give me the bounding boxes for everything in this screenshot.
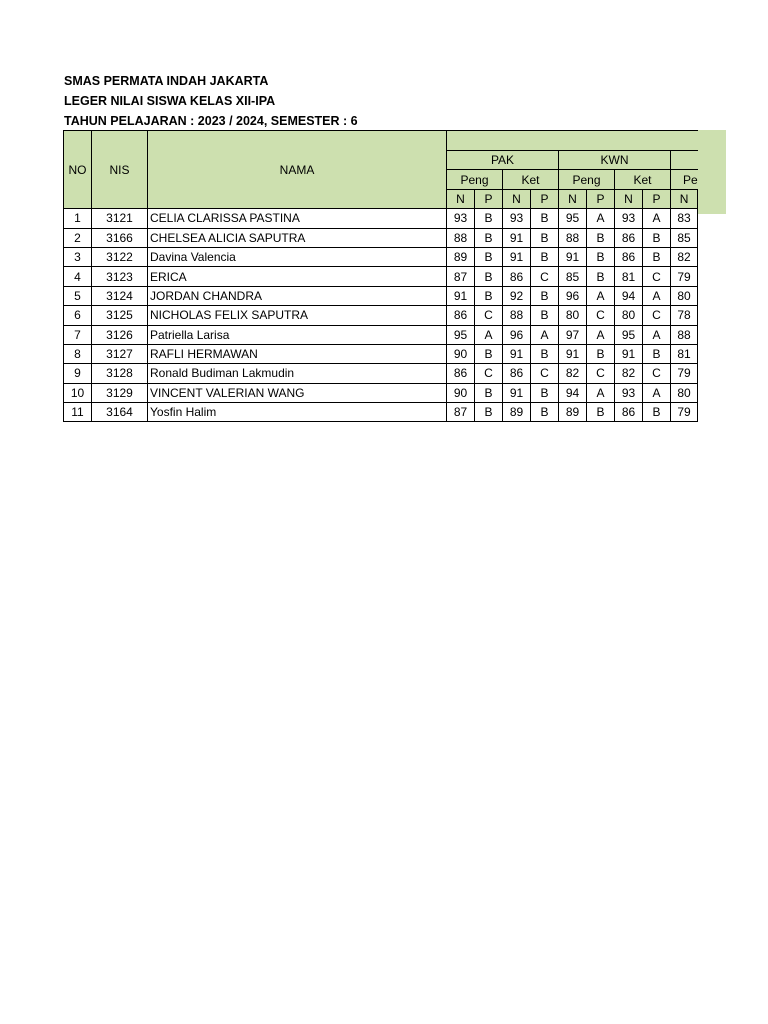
cell-score: B <box>531 403 559 422</box>
cell-score: 82 <box>615 364 643 383</box>
cell-score: 86 <box>447 364 475 383</box>
report-title: LEGER NILAI SISWA KELAS XII-IPA <box>64 94 276 108</box>
table-row <box>64 383 698 402</box>
cell-score: B <box>531 247 559 266</box>
cell-score: 88 <box>671 325 698 344</box>
cell-nis: 3164 <box>92 403 148 422</box>
cell-no: 7 <box>64 325 92 344</box>
cell-score: B <box>531 344 559 363</box>
cell-nis: 3127 <box>92 344 148 363</box>
cell-score: C <box>643 267 671 286</box>
cell-score: B <box>587 403 615 422</box>
cell-nama: CHELSEA ALICIA SAPUTRA <box>148 228 447 247</box>
cell-score: 80 <box>559 306 587 325</box>
cell-score: 93 <box>615 383 643 402</box>
cell-nama: VINCENT VALERIAN WANG <box>148 383 447 402</box>
cell-score: B <box>587 228 615 247</box>
cell-score: 92 <box>503 286 531 305</box>
cell-score: A <box>587 209 615 228</box>
cell-score: B <box>531 306 559 325</box>
cell-score: C <box>531 364 559 383</box>
cell-score: B <box>475 247 503 266</box>
table-row <box>64 306 698 325</box>
cell-score: 94 <box>615 286 643 305</box>
cell-nis: 3166 <box>92 228 148 247</box>
cell-score: 91 <box>559 344 587 363</box>
cell-score: A <box>475 325 503 344</box>
cell-nis: 3124 <box>92 286 148 305</box>
table-row <box>64 344 698 363</box>
cell-nis: 3123 <box>92 267 148 286</box>
cell-score: B <box>475 209 503 228</box>
cell-score: 86 <box>615 403 643 422</box>
cell-score: 85 <box>671 228 698 247</box>
cell-score: 91 <box>503 383 531 402</box>
kwn-ket-header: Ket <box>615 170 671 189</box>
subject-header-next <box>671 151 698 170</box>
cell-score: 89 <box>447 247 475 266</box>
cell-score: A <box>587 325 615 344</box>
pak-peng-header: Peng <box>447 170 503 189</box>
cell-score: 93 <box>503 209 531 228</box>
cell-score: B <box>643 344 671 363</box>
cell-score: C <box>643 306 671 325</box>
cell-no: 8 <box>64 344 92 363</box>
cell-score: B <box>475 267 503 286</box>
cell-score: B <box>531 383 559 402</box>
cell-score: 95 <box>615 325 643 344</box>
cell-score: 80 <box>615 306 643 325</box>
cell-score: 97 <box>559 325 587 344</box>
table-row <box>64 247 698 266</box>
header-fill-overflow <box>697 130 726 214</box>
cell-score: A <box>531 325 559 344</box>
cell-score: B <box>475 286 503 305</box>
cell-score: A <box>643 209 671 228</box>
cell-nama: Davina Valencia <box>148 247 447 266</box>
cell-nama: Patriella Larisa <box>148 325 447 344</box>
cell-score: C <box>587 306 615 325</box>
cell-score: 89 <box>503 403 531 422</box>
table-row <box>64 325 698 344</box>
cell-score: A <box>587 383 615 402</box>
table-row <box>64 209 698 228</box>
cell-score: B <box>475 344 503 363</box>
subject-header-kwn: KWN <box>559 151 671 170</box>
cell-score: 81 <box>615 267 643 286</box>
cell-score: 87 <box>447 403 475 422</box>
cell-score: 79 <box>671 403 698 422</box>
cell-score: A <box>587 286 615 305</box>
cell-no: 10 <box>64 383 92 402</box>
cell-score: B <box>643 228 671 247</box>
pak-ket-n: N <box>503 189 531 208</box>
cell-no: 4 <box>64 267 92 286</box>
subject-header-pak: PAK <box>447 151 559 170</box>
pak-peng-n: N <box>447 189 475 208</box>
cell-score: 79 <box>671 267 698 286</box>
next-peng-header: Pe <box>671 170 698 189</box>
cell-score: 96 <box>503 325 531 344</box>
kwn-peng-p: P <box>587 189 615 208</box>
cell-score: 86 <box>447 306 475 325</box>
cell-score: A <box>643 383 671 402</box>
cell-score: 88 <box>503 306 531 325</box>
cell-score: 80 <box>671 286 698 305</box>
cell-score: 90 <box>447 344 475 363</box>
cell-score: B <box>587 344 615 363</box>
cell-score: 79 <box>671 364 698 383</box>
cell-no: 5 <box>64 286 92 305</box>
pak-ket-header: Ket <box>503 170 559 189</box>
cell-no: 1 <box>64 209 92 228</box>
cell-no: 2 <box>64 228 92 247</box>
cell-score: 80 <box>671 383 698 402</box>
grade-table <box>63 130 698 422</box>
cell-score: 86 <box>615 228 643 247</box>
cell-no: 9 <box>64 364 92 383</box>
cell-score: B <box>531 209 559 228</box>
cell-score: 85 <box>559 267 587 286</box>
table-row <box>64 364 698 383</box>
cell-score: 87 <box>447 267 475 286</box>
cell-score: 96 <box>559 286 587 305</box>
cell-score: C <box>643 364 671 383</box>
table-row <box>64 286 698 305</box>
school-name: SMAS PERMATA INDAH JAKARTA <box>64 74 269 88</box>
cell-score: 83 <box>671 209 698 228</box>
kwn-peng-header: Peng <box>559 170 615 189</box>
cell-nama: JORDAN CHANDRA <box>148 286 447 305</box>
kwn-ket-n: N <box>615 189 643 208</box>
col-nis-header: NIS <box>92 131 148 209</box>
cell-nama: RAFLI HERMAWAN <box>148 344 447 363</box>
cell-score: C <box>475 364 503 383</box>
cell-score: 91 <box>503 247 531 266</box>
table-body <box>64 209 698 422</box>
subject-group-header <box>447 131 698 151</box>
cell-score: 91 <box>447 286 475 305</box>
cell-score: B <box>475 228 503 247</box>
col-no-header: NO <box>64 131 92 209</box>
cell-score: 91 <box>559 247 587 266</box>
cell-score: 90 <box>447 383 475 402</box>
cell-nis: 3121 <box>92 209 148 228</box>
cell-no: 6 <box>64 306 92 325</box>
cell-score: B <box>531 286 559 305</box>
table-row <box>64 267 698 286</box>
cell-score: 86 <box>503 267 531 286</box>
cell-nis: 3126 <box>92 325 148 344</box>
cell-score: 86 <box>615 247 643 266</box>
cell-score: B <box>475 403 503 422</box>
cell-score: C <box>587 364 615 383</box>
cell-score: 93 <box>447 209 475 228</box>
cell-score: 95 <box>559 209 587 228</box>
cell-nis: 3125 <box>92 306 148 325</box>
cell-score: A <box>643 325 671 344</box>
cell-score: B <box>587 267 615 286</box>
cell-score: 81 <box>671 344 698 363</box>
pak-peng-p: P <box>475 189 503 208</box>
pak-ket-p: P <box>531 189 559 208</box>
cell-score: B <box>531 228 559 247</box>
table-header <box>64 131 698 209</box>
table-row <box>64 403 698 422</box>
cell-nis: 3128 <box>92 364 148 383</box>
cell-nama: NICHOLAS FELIX SAPUTRA <box>148 306 447 325</box>
cell-score: C <box>475 306 503 325</box>
cell-score: 88 <box>447 228 475 247</box>
cell-score: 88 <box>559 228 587 247</box>
cell-score: 91 <box>503 344 531 363</box>
cell-no: 3 <box>64 247 92 266</box>
cell-nis: 3129 <box>92 383 148 402</box>
grade-sheet <box>63 130 768 430</box>
table-row <box>64 228 698 247</box>
cell-score: A <box>643 286 671 305</box>
cell-score: B <box>475 383 503 402</box>
document-header <box>64 71 358 131</box>
cell-nama: CELIA CLARISSA PASTINA <box>148 209 447 228</box>
kwn-ket-p: P <box>643 189 671 208</box>
cell-nama: Ronald Budiman Lakmudin <box>148 364 447 383</box>
cell-score: 78 <box>671 306 698 325</box>
cell-score: 94 <box>559 383 587 402</box>
cell-score: 91 <box>503 228 531 247</box>
cell-score: 95 <box>447 325 475 344</box>
cell-nis: 3122 <box>92 247 148 266</box>
academic-year: TAHUN PELAJARAN : 2023 / 2024, SEMESTER : 6 <box>64 114 358 128</box>
cell-score: 91 <box>615 344 643 363</box>
cell-score: 86 <box>503 364 531 383</box>
cell-nama: Yosfin Halim <box>148 403 447 422</box>
kwn-peng-n: N <box>559 189 587 208</box>
cell-score: C <box>531 267 559 286</box>
cell-score: B <box>643 247 671 266</box>
cell-score: B <box>587 247 615 266</box>
cell-no: 11 <box>64 403 92 422</box>
next-peng-n: N <box>671 189 698 208</box>
col-nama-header: NAMA <box>148 131 447 209</box>
cell-score: 82 <box>671 247 698 266</box>
cell-score: 89 <box>559 403 587 422</box>
cell-score: B <box>643 403 671 422</box>
cell-score: 82 <box>559 364 587 383</box>
cell-score: 93 <box>615 209 643 228</box>
cell-nama: ERICA <box>148 267 447 286</box>
